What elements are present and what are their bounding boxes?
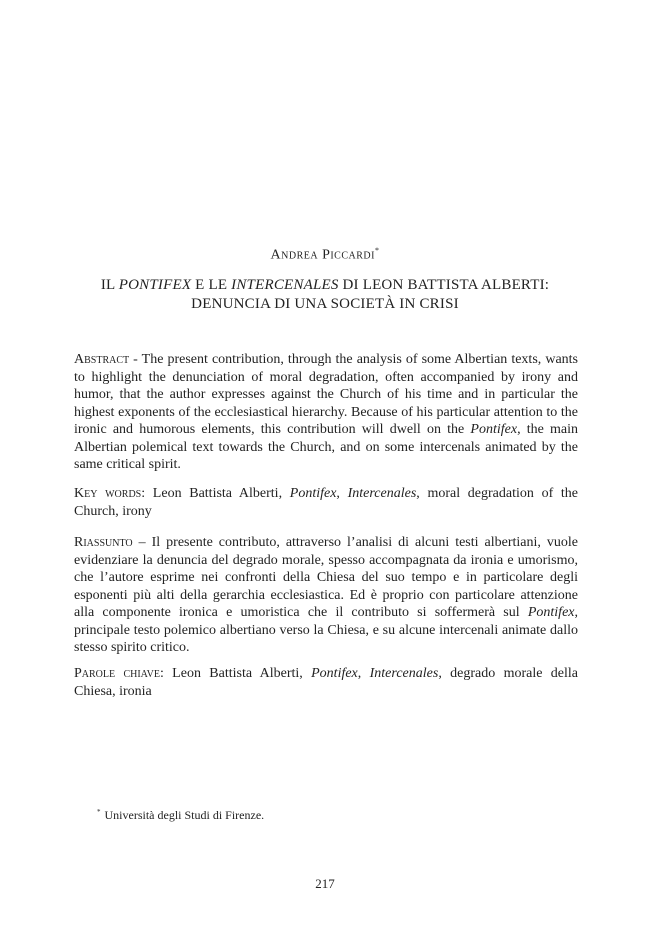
parole-text-2: , xyxy=(357,666,370,681)
abstract-italic: Pontifex xyxy=(470,422,518,437)
title-part-2: E LE xyxy=(191,277,232,293)
abstract-text: - The present contribution, through the analysis of some Albertian texts, wants to highlight the denunciation of moral degradation, often accompanied by irony and humor, that the author expresses against the Church of his time and in particular the highest exponents of the ecclesiastical hierarchy. Because of his particular attention to the ironic and humorous elements, this contribution will dwell on the xyxy=(74,352,578,437)
parole-text-3: , degrado morale della Chiesa, ironia xyxy=(74,666,578,699)
riassunto-paragraph xyxy=(74,534,578,657)
parole-text-1: : Leon Battista Alberti, xyxy=(159,666,312,681)
parole-italic-2: Intercenales xyxy=(369,666,439,681)
riassunto-text: – Il presente contributo, attraverso l’analisi di alcuni testi albertiani, vuole evidenziare la denuncia del degrado morale, spesso accompagnata da ironia e umorismo, che l’autore esprime nei confronti della Chiesa del suo tempo e in particolare degli esponenti più alti della gerarchia ecclesiastica. Ed è proprio con particolare attenzione alla componente ironica e umoristica che il contributo si soffermerà sul xyxy=(74,535,578,620)
abstract-text-2: , the main Albertian polemical text towards the Church, and on some intercenals animated by the same critical spirit. xyxy=(74,422,578,472)
title-italic-pontifex: PONTIFEX xyxy=(118,277,192,293)
abstract-paragraph xyxy=(74,351,578,474)
title-line-2: DENUNCIA DI UNA SOCIETÀ IN CRISI xyxy=(191,296,459,312)
author-name: Andrea Piccardi xyxy=(270,247,375,263)
riassunto-text-2: , principale testo polemico albertiano verso la Chiesa, e su alcune intercenali animate dallo stesso spirito critico. xyxy=(74,605,578,655)
title-italic-intercenales: INTERCENALES xyxy=(231,277,339,293)
riassunto-label: Riassunto xyxy=(74,535,133,550)
article-title xyxy=(60,276,590,314)
title-part-1: IL xyxy=(100,277,119,293)
author-footnote-marker: * xyxy=(374,246,380,255)
keywords-italic-2: Intercenales xyxy=(347,486,417,501)
footnote xyxy=(97,808,577,823)
parole-italic-1: Pontifex xyxy=(311,666,358,681)
footnote-text: Università degli Studi di Firenze. xyxy=(104,808,265,822)
parole-chiave-paragraph xyxy=(74,665,578,700)
page-number: 217 xyxy=(315,876,335,891)
keywords-italic-1: Pontifex xyxy=(289,486,337,501)
author-line xyxy=(0,246,650,264)
keywords-text-2: , xyxy=(336,486,348,501)
riassunto-italic: Pontifex xyxy=(527,605,575,620)
keywords-text-3: , moral degradation of the Church, irony xyxy=(74,486,579,519)
abstract-label: Abstract xyxy=(74,352,130,367)
title-part-3: DI LEON BATTISTA ALBERTI: xyxy=(338,277,550,293)
keywords-label: Key words xyxy=(74,486,142,501)
keywords-text-1: : Leon Battista Alberti, xyxy=(141,486,290,501)
footnote-marker: * xyxy=(97,808,101,816)
keywords-paragraph xyxy=(74,485,578,520)
parole-label: Parole chiave xyxy=(74,666,160,681)
